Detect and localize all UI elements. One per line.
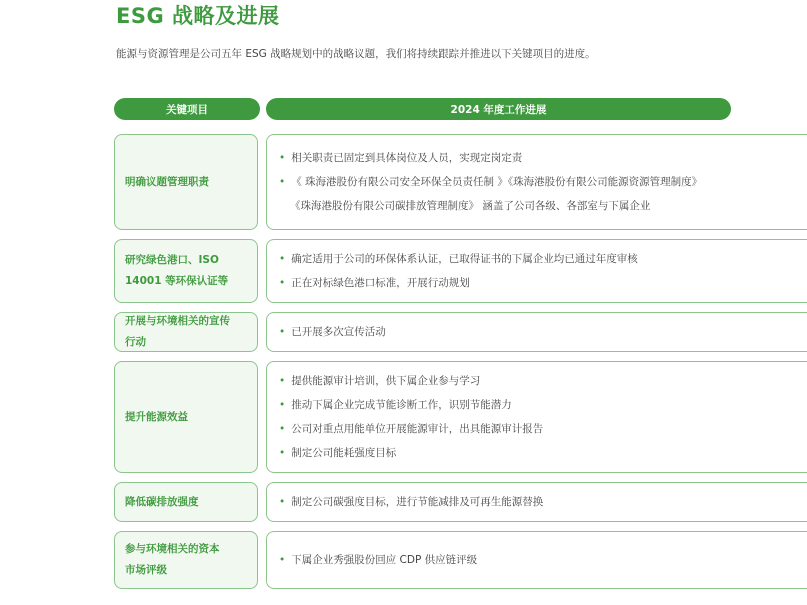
- table-row: [114, 134, 807, 230]
- progress-cell: [266, 361, 807, 473]
- progress-item: • 《 珠海港股份有限公司安全环保全员责任制 》《珠海港股份有限公司能源资源管理制度》: [279, 170, 807, 194]
- progress-item: • 制定公司能耗强度目标: [279, 441, 807, 465]
- key-project-label: 行动: [125, 336, 146, 348]
- table-row: [114, 312, 807, 352]
- progress-item: • 公司对重点用能单位开展能源审计，出具能源审计报告: [279, 417, 807, 441]
- key-project-cell: [114, 239, 258, 303]
- key-project-cell: [114, 134, 258, 230]
- progress-item: • 提供能源审计培训，供下属企业参与学习: [279, 369, 807, 393]
- key-project-cell: [114, 312, 258, 352]
- key-project-label: 研究绿色港口、ISO: [125, 254, 219, 266]
- key-project-label: 参与环境相关的资本: [125, 543, 220, 555]
- header-progress: 2024 年度工作进展: [266, 98, 731, 120]
- progress-cell: [266, 531, 807, 589]
- header-key-project: 关键项目: [114, 98, 260, 120]
- table-row: [114, 531, 807, 589]
- page-title: ESG 战略及进展: [116, 4, 280, 28]
- progress-cell: [266, 482, 807, 522]
- progress-item-continuation: 《珠海港股份有限公司碳排放管理制度》 涵盖了公司各级、各部室与下属企业: [290, 200, 651, 212]
- key-project-label: 开展与环境相关的宣传: [125, 315, 230, 327]
- progress-cell: [266, 312, 807, 352]
- progress-item: • 确定适用于公司的环保体系认证，已取得证书的下属企业均已通过年度审核: [279, 247, 807, 271]
- progress-item: • 制定公司碳强度目标，进行节能减排及可再生能源替换: [279, 490, 807, 514]
- intro-text: 能源与资源管理是公司五年 ESG 战略规划中的战略议题，我们将持续跟踪并推进以下关键项目的进度。: [116, 48, 596, 60]
- progress-table: [114, 134, 807, 598]
- progress-item: • 下属企业秀强股份回应 CDP 供应链评级: [279, 548, 807, 572]
- key-project-label: 市场评级: [125, 564, 167, 576]
- key-project-label: 14001 等环保认证等: [125, 275, 229, 287]
- table-row: [114, 361, 807, 473]
- key-project-label: 降低碳排放强度: [125, 495, 199, 508]
- progress-cell: [266, 239, 807, 303]
- key-project-cell: [114, 531, 258, 589]
- key-project-cell: [114, 361, 258, 473]
- progress-cell: [266, 134, 807, 230]
- table-row: [114, 239, 807, 303]
- key-project-label: 提升能源效益: [125, 410, 188, 423]
- key-project-label: 明确议题管理职责: [125, 175, 209, 188]
- progress-item: • 相关职责已固定到具体岗位及人员，实现定岗定责: [279, 146, 807, 170]
- progress-item: • 推动下属企业完成节能诊断工作，识别节能潜力: [279, 393, 807, 417]
- progress-item: • 正在对标绿色港口标准，开展行动规划: [279, 271, 807, 295]
- key-project-cell: [114, 482, 258, 522]
- table-row: [114, 482, 807, 522]
- progress-item: • 已开展多次宣传活动: [279, 320, 807, 344]
